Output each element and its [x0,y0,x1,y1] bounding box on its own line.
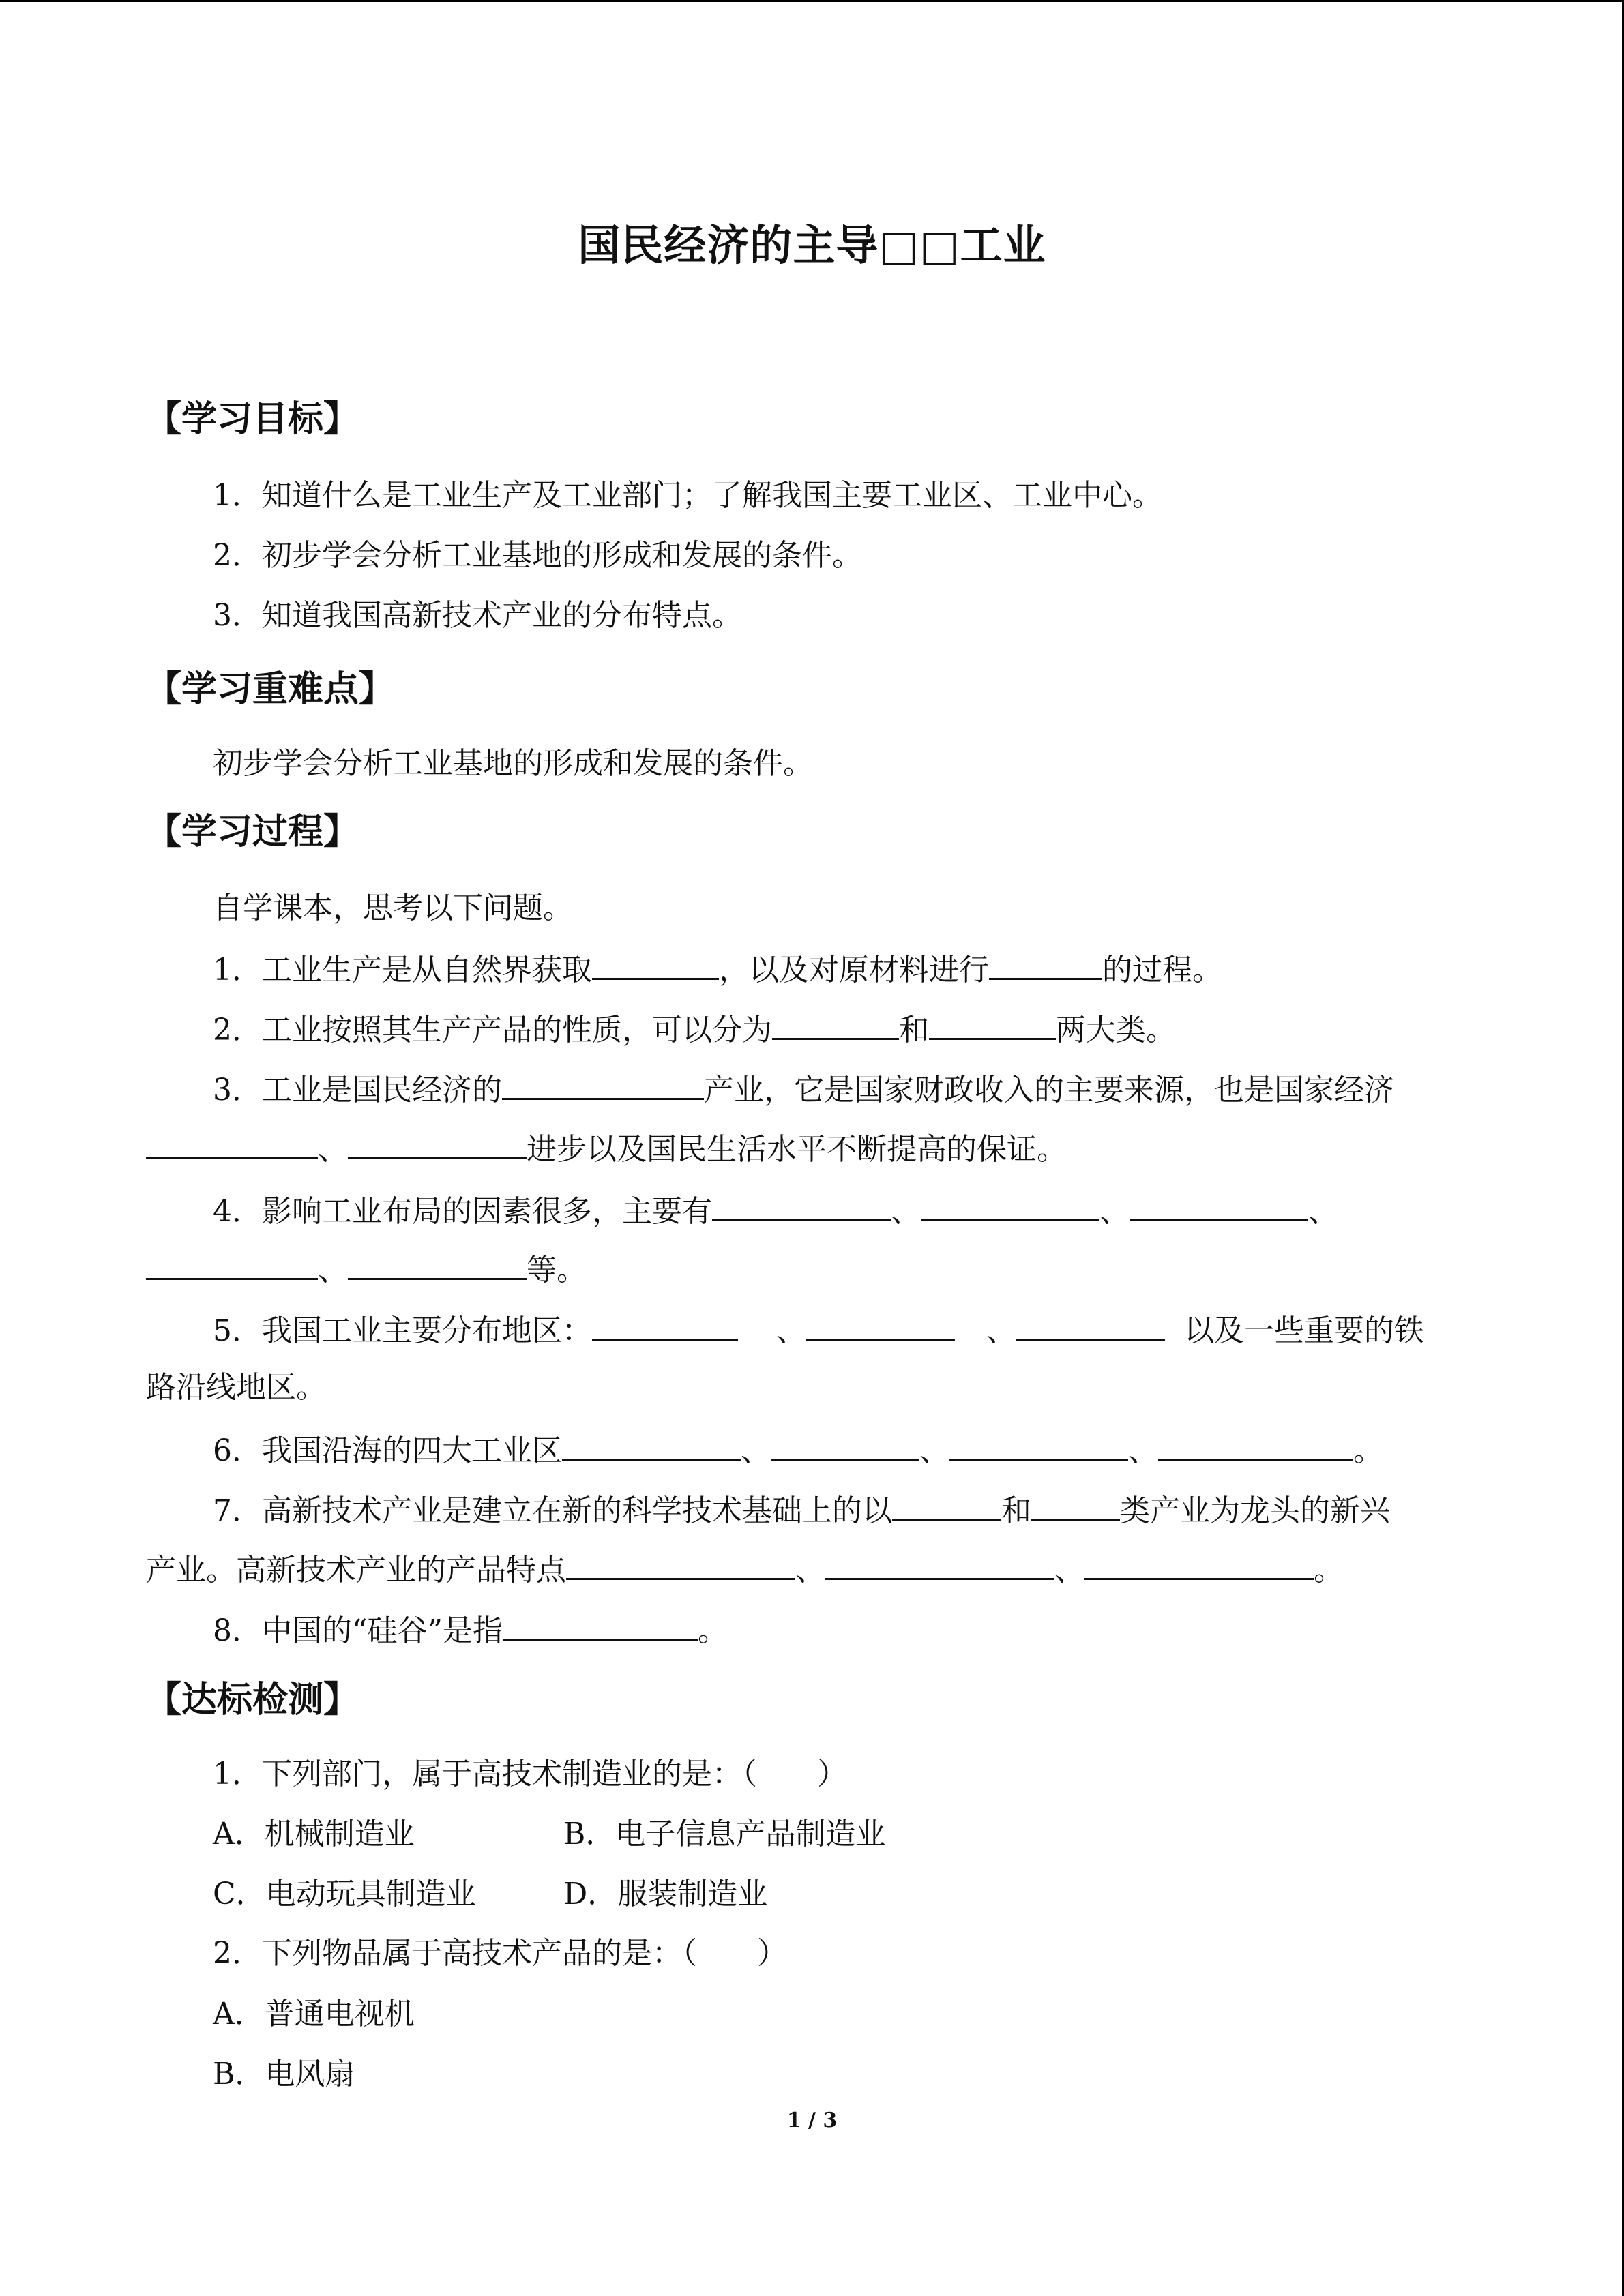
test-q1-option-a: A．机械制造业 [213,1817,415,1851]
blank-field[interactable] [989,953,1102,980]
question-4: 4．影响工业布局的因素很多，主要有 、 、 、 [213,1194,1338,1229]
key-point-text: 初步学会分析工业基地的形成和发展的条件。 [213,746,813,781]
blank-field[interactable] [146,1133,318,1159]
blank-field[interactable] [566,1553,795,1580]
section-heading-process: 【学习过程】 [146,811,359,852]
question-2: 2．工业按照其生产产品的性质，可以分为 和 两大类。 [213,1013,1176,1047]
blank-field[interactable] [1130,1195,1308,1221]
question-7: 7．高新技术产业是建立在新的科学技术基础上的以 和 类产业为龙头的新兴 [213,1493,1390,1528]
blank-field[interactable] [921,1195,1099,1221]
test-q1-option-d: D．服装制造业 [563,1877,768,1911]
blank-field[interactable] [929,1013,1056,1040]
goal-item-2: 2．初步学会分析工业基地的形成和发展的条件。 [213,538,862,573]
blank-field[interactable] [562,1434,741,1461]
blank-field[interactable] [771,1434,919,1461]
blank-field[interactable] [146,1253,318,1280]
blank-field[interactable] [1016,1314,1165,1341]
blank-field[interactable] [1158,1434,1353,1461]
blank-field[interactable] [806,1314,955,1341]
blank-field[interactable] [502,1073,704,1100]
section-heading-test: 【达标检测】 [146,1680,359,1720]
blank-field[interactable] [1031,1494,1120,1521]
page-number: 1 / 3 [786,2108,838,2132]
goal-item-3: 3．知道我国高新技术产业的分布特点。 [213,598,742,633]
test-q1-option-c: C．电动玩具制造业 [213,1877,476,1911]
blank-field[interactable] [1084,1553,1314,1580]
blank-field[interactable] [592,953,719,980]
question-7-cont: 产业。高新技术产业的产品特点 、 、 。 [146,1553,1344,1587]
blank-field[interactable] [892,1494,1001,1521]
test-q1-option-b: B．电子信息产品制造业 [563,1817,886,1851]
question-1: 1．工业生产是从自然界获取 ，以及对原材料进行 的过程。 [213,953,1222,987]
question-5: 5．我国工业主要分布地区： 、 、 以及一些重要的铁 [213,1313,1424,1348]
question-6: 6．我国沿海的四大工业区 、 、 、 。 [213,1433,1383,1468]
test-q2-option-a: A．普通电视机 [213,1997,415,2031]
test-q2-option-b: B．电风扇 [213,2057,355,2091]
blank-field[interactable] [592,1314,738,1341]
question-4-cont: 、 等。 [146,1253,587,1285]
blank-field[interactable] [503,1614,698,1641]
blank-field[interactable] [712,1195,891,1221]
section-heading-key-points: 【学习重难点】 [146,669,395,710]
question-5-cont: 路沿线地区。 [146,1370,326,1405]
test-question-2: 2．下列物品属于高技术产品的是：（ ） [213,1936,787,1971]
question-3-cont: 、 进步以及国民生活水平不断提高的保证。 [146,1133,1067,1165]
blank-field[interactable] [348,1253,527,1280]
blank-field[interactable] [949,1434,1128,1461]
page-title: 国民经济的主导□□工业 [578,220,1046,270]
process-intro: 自学课本，思考以下问题。 [213,891,573,925]
goal-item-1: 1．知道什么是工业生产及工业部门；了解我国主要工业区、工业中心。 [213,478,1162,513]
blank-field[interactable] [772,1013,899,1040]
question-8: 8．中国的“硅谷”是指 。 [213,1613,728,1648]
blank-field[interactable] [825,1553,1054,1580]
question-3: 3．工业是国民经济的 产业，它是国家财政收入的主要来源，也是国家经济 [213,1073,1394,1107]
test-question-1: 1．下列部门，属于高技术制造业的是：（ ） [213,1757,847,1791]
blank-field[interactable] [348,1133,527,1159]
section-heading-goals: 【学习目标】 [146,399,359,440]
